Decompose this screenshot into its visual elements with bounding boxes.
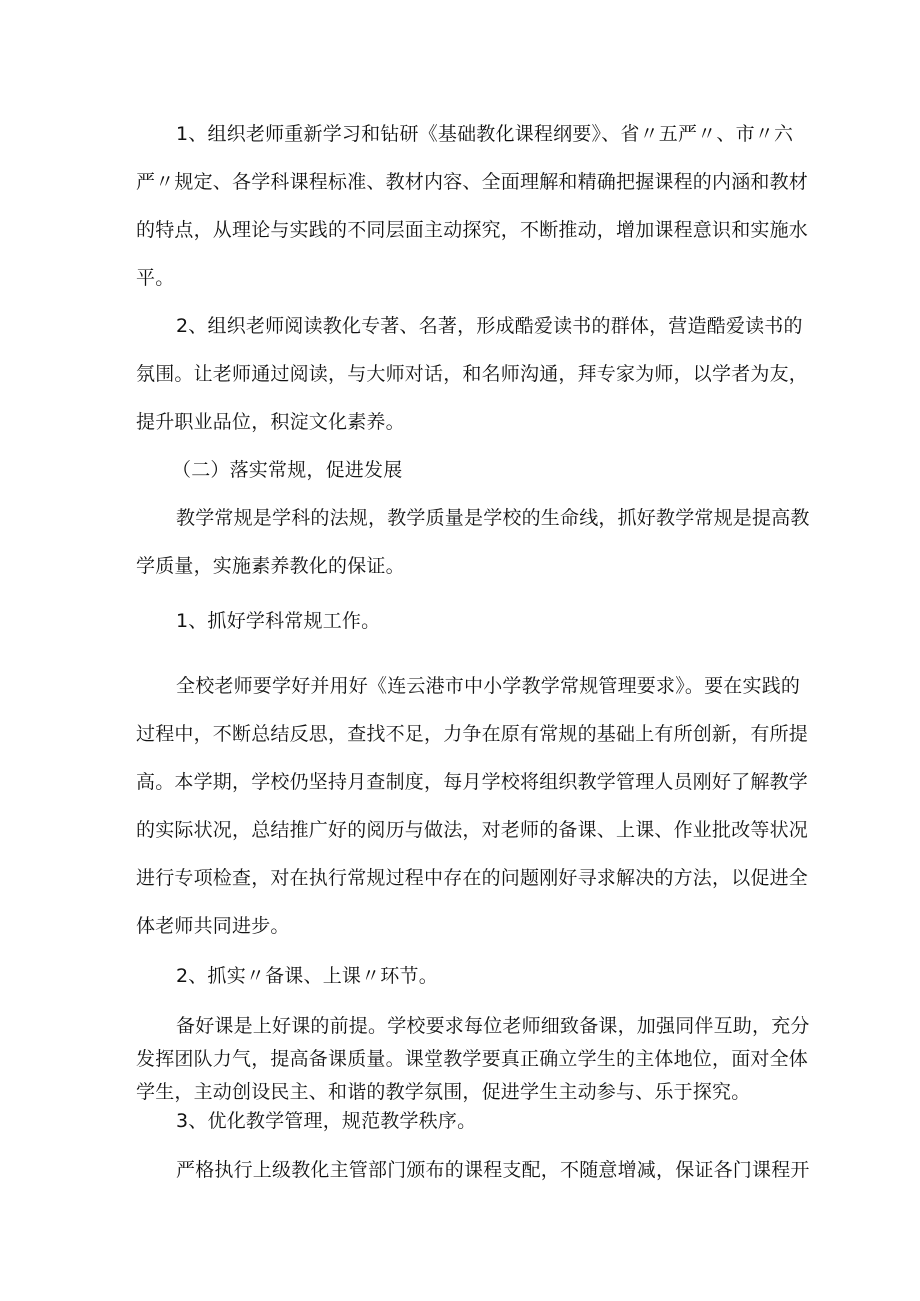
paragraph-8 xyxy=(136,1097,796,1145)
paragraph-line: 发挥团队力气，提高备课质量。课堂教学要真正确立学生的主体地位，面对全体 xyxy=(136,1048,809,1070)
paragraph-5 xyxy=(136,662,809,950)
paragraph-6 xyxy=(136,952,796,1000)
paragraph-line: 备好课是上好课的前提。学校要求每位老师细致备课，加强同伴互助，充分 xyxy=(176,1015,810,1037)
section-heading xyxy=(172,446,832,494)
paragraph-line: 的特点，从理论与实践的不同层面主动探究，不断推动，增加课程意识和实施水 xyxy=(136,219,809,241)
paragraph-line: 学质量，实施素养教化的保证。 xyxy=(136,555,405,577)
paragraph-line: 体老师共同进步。 xyxy=(136,915,290,937)
paragraph-line: 提升职业品位，积淀文化素养。 xyxy=(136,411,405,433)
paragraph-line: 2、抓实〃备课、上课〃环节。 xyxy=(176,965,438,987)
paragraph-line: 2、组织老师阅读教化专著、名著，形成酷爱读书的群体，营造酷爱读书的 xyxy=(176,315,803,337)
paragraph-line: 严格执行上级教化主管部门颁布的课程支配，不随意增减，保证各门课程开 xyxy=(176,1159,810,1181)
paragraph-line: 高。本学期，学校仍坚持月查制度，每月学校将组织教学管理人员刚好了解教学 xyxy=(136,771,809,793)
paragraph-line: 教学常规是学科的法规，教学质量是学校的生命线，抓好教学常规是提高教 xyxy=(176,507,810,529)
paragraph-line: 3、优化教学管理，规范教学秩序。 xyxy=(176,1110,477,1132)
paragraph-line: 的实际状况，总结推广好的阅历与做法，对老师的备课、上课、作业批改等状况 xyxy=(136,819,809,841)
paragraph-7 xyxy=(136,1010,810,1109)
paragraph-2 xyxy=(136,302,809,446)
paragraph-4 xyxy=(136,597,796,645)
paragraph-line: 1、抓好学科常规工作。 xyxy=(176,610,381,632)
paragraph-line: 过程中，不断总结反思，查找不足，力争在原有常规的基础上有所创新，有所提 xyxy=(136,723,809,745)
paragraph-line: 严〃规定、各学科课程标准、教材内容、全面理解和精确把握课程的内涵和教材 xyxy=(136,171,809,193)
paragraph-3 xyxy=(136,494,810,590)
paragraph-1 xyxy=(136,110,809,302)
paragraph-line: 进行专项检查，对在执行常规过程中存在的问题刚好寻求解决的方法，以促进全 xyxy=(136,867,809,889)
heading-line: （二）落实常规，促进发展 xyxy=(172,459,403,481)
paragraph-line: 氛围。让老师通过阅读，与大师对话，和名师沟通，拜专家为师，以学者为友， xyxy=(136,363,809,385)
paragraph-9 xyxy=(136,1146,810,1194)
paragraph-line: 1、组织老师重新学习和钻研《基础教化课程纲要》、省〃五严〃、市〃六 xyxy=(176,123,794,145)
paragraph-line: 学生，主动创设民主、和谐的教学氛围，促进学生主动参与、乐于探究。 xyxy=(136,1081,751,1103)
paragraph-line: 全校老师要学好并用好《连云港市中小学教学常规管理要求》。要在实践的 xyxy=(176,675,801,697)
paragraph-line: 平。 xyxy=(136,267,175,289)
